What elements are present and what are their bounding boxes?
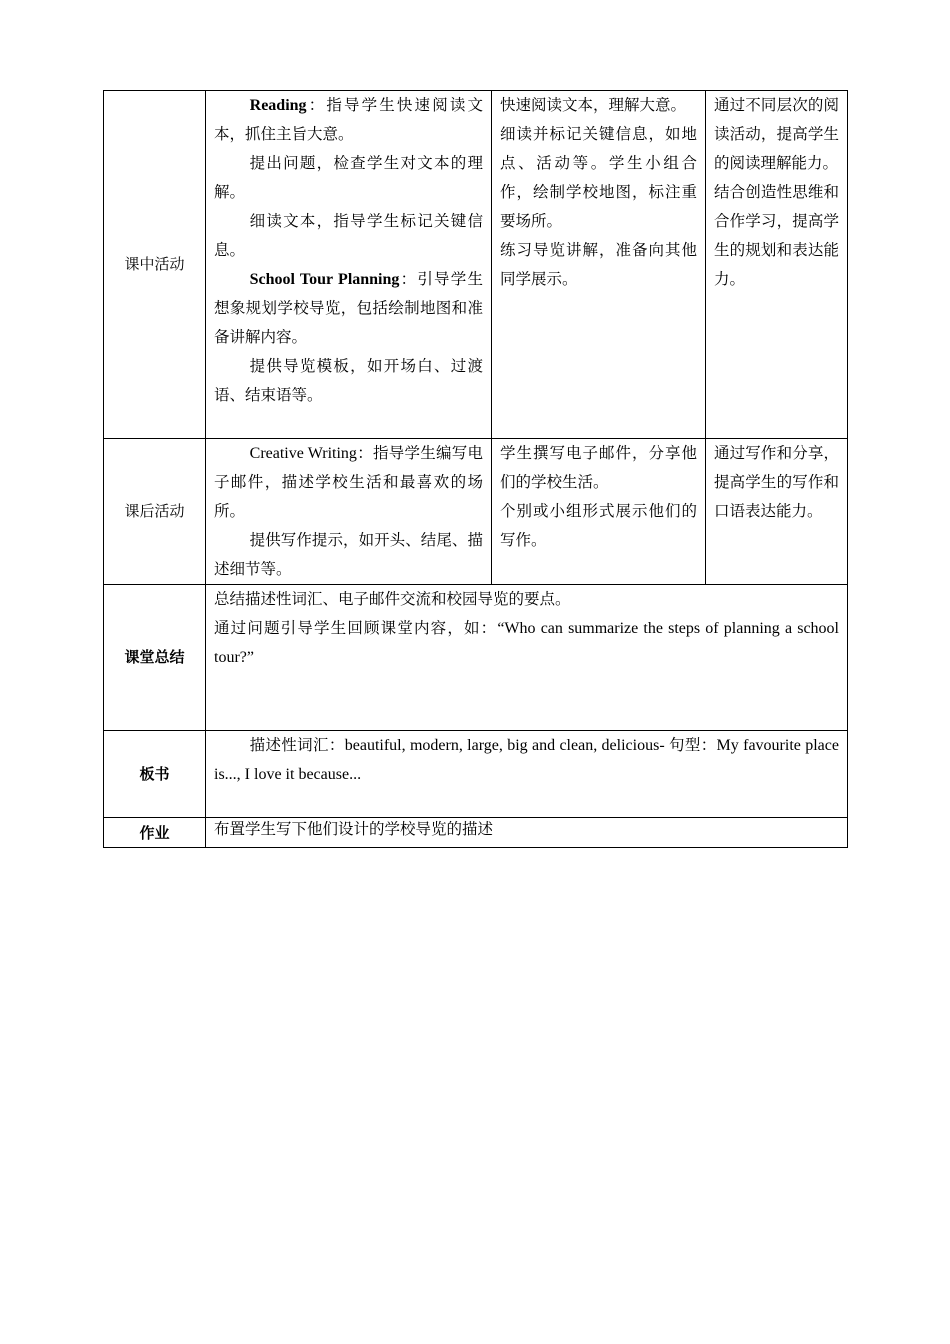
teacher-activities-in-class <box>206 91 492 439</box>
row-summary <box>104 585 848 731</box>
vocab-label: 描述性词汇： <box>249 736 345 754</box>
summary-question: “Who can summarize the steps of planning a school tour?” <box>214 620 839 666</box>
lesson-plan-table <box>103 90 848 848</box>
planning-term: School Tour Planning <box>249 271 400 288</box>
row-label-in-class: 课中活动 <box>104 91 206 439</box>
row-after-class <box>104 439 848 585</box>
student-step: 练习导览讲解，准备向其他同学展示。 <box>500 241 697 288</box>
reading-term: Reading <box>249 97 307 114</box>
student-step: 个别或小组形式展示他们的写作。 <box>500 502 697 549</box>
purpose-in-class <box>706 91 848 439</box>
vocab-list: beautiful, modern, large, big and clean, delicious- <box>344 737 669 754</box>
purpose-text: 结合创造性思维和合作学习，提高学生的规划和表达能力。 <box>714 183 839 288</box>
purpose-text: 通过不同层次的阅读活动，提高学生的阅读理解能力。 <box>714 96 839 172</box>
teacher-step: 提供写作提示，如开头、结尾、描述细节等。 <box>214 531 483 578</box>
student-activities-in-class <box>492 91 706 439</box>
row-label-after-class: 课后活动 <box>104 439 206 585</box>
row-label-summary: 课堂总结 <box>104 585 206 731</box>
homework-content: 布置学生写下他们设计的学校导览的描述 <box>206 818 848 848</box>
sentence-pattern: My favourite place is..., I love it because... <box>214 737 839 783</box>
pattern-label: 句型： <box>669 736 717 754</box>
summary-line: 总结描述性词汇、电子邮件交流和校园导览的要点。 <box>214 590 571 608</box>
row-homework <box>104 818 848 848</box>
teacher-step: 提出问题，检查学生对文本的理解。 <box>214 154 483 201</box>
purpose-after-class <box>706 439 848 585</box>
student-step: 学生撰写电子邮件，分享他们的学校生活。 <box>500 444 697 491</box>
teacher-step: 细读文本，指导学生标记关键信息。 <box>214 212 483 259</box>
teacher-step: 提供导览模板，如开场白、过渡语、结束语等。 <box>214 357 483 404</box>
student-step: 细读并标记关键信息，如地点、活动等。学生小组合作，绘制学校地图，标注重要场所。 <box>500 125 697 230</box>
student-step: 快速阅读文本，理解大意。 <box>500 96 687 114</box>
row-board <box>104 731 848 818</box>
purpose-text: 通过写作和分享，提高学生的写作和口语表达能力。 <box>714 444 839 520</box>
writing-term: Creative Writing <box>249 445 357 462</box>
reading-text: ：指导学生快速阅读文本，抓住主旨大意。 <box>214 96 483 143</box>
row-label-board: 板书 <box>104 731 206 818</box>
row-label-homework: 作业 <box>104 818 206 848</box>
planning-text: ：引导学生想象规划学校导览，包括绘制地图和准备讲解内容。 <box>214 270 483 346</box>
board-content <box>206 731 848 818</box>
student-activities-after-class <box>492 439 706 585</box>
summary-question-prefix: 通过问题引导学生回顾课堂内容，如： <box>214 619 498 637</box>
teacher-activities-after-class <box>206 439 492 585</box>
summary-content <box>206 585 848 731</box>
writing-text: ：指导学生编写电子邮件，描述学校生活和最喜欢的场所。 <box>214 444 483 520</box>
row-in-class <box>104 91 848 439</box>
